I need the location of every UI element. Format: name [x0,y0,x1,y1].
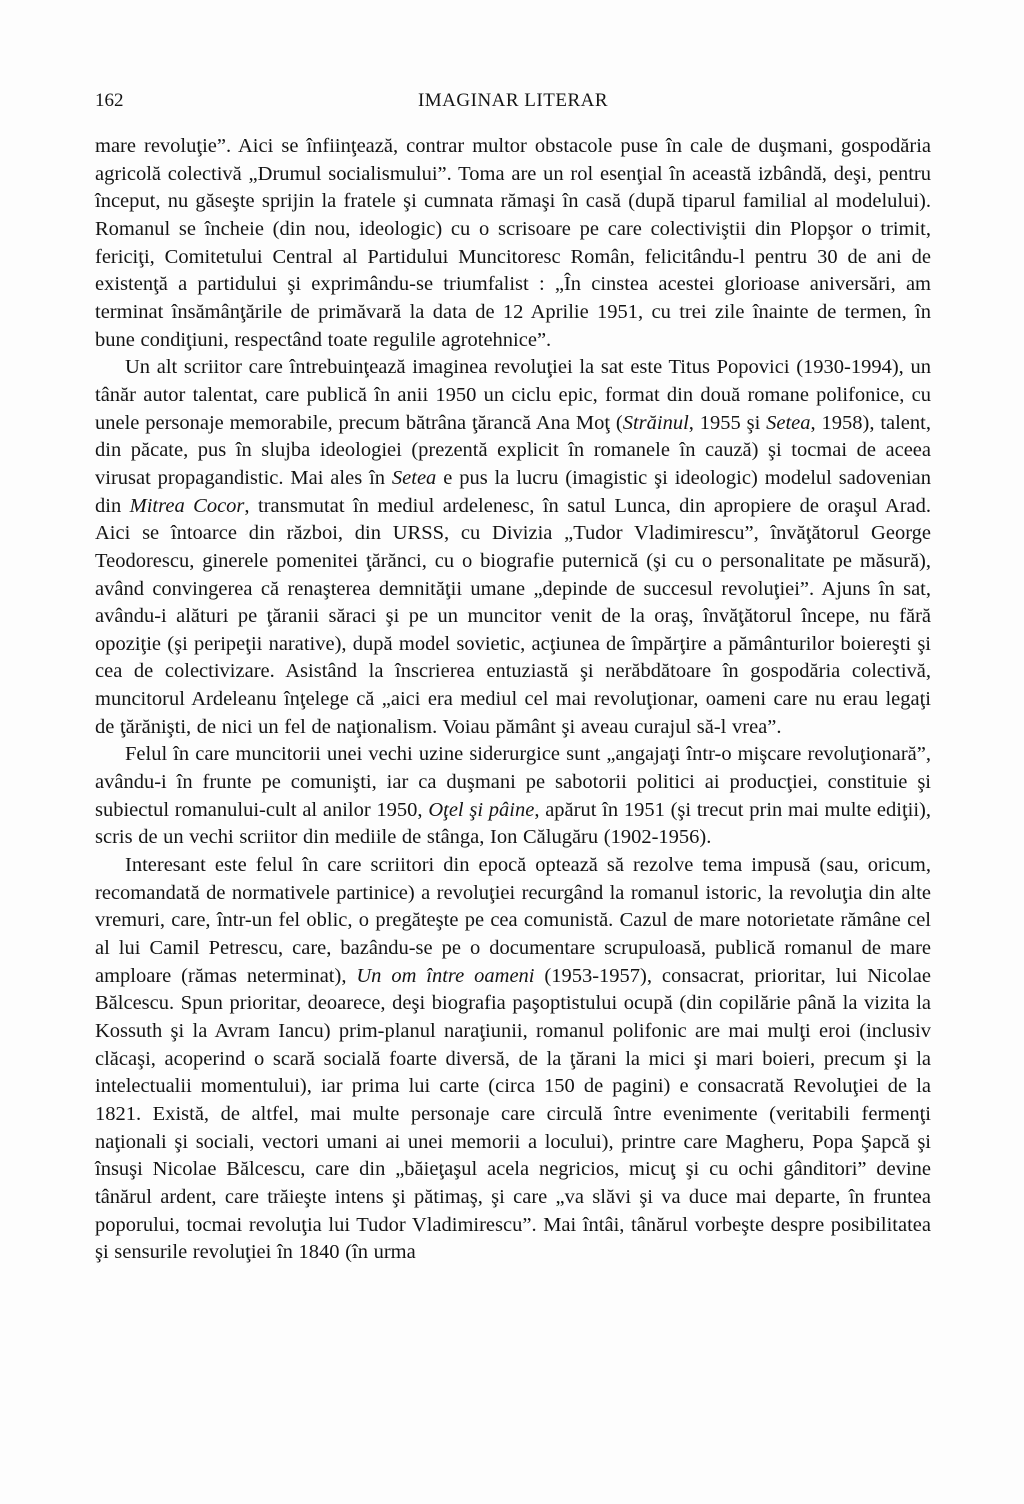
book-title-italic: Oţel şi pâine [428,798,535,821]
text-run: , transmutat în mediul ardelenesc, în satul Lunca, din apropiere de oraşul Arad. Aici se întoarce din război, din URSS, cu Divizia „Tudor Vladimirescu”, învăţătorul George Teodorescu, ginerele pomenitei ţărănci, cu o biografie puternică (şi cu o personalitate pe măsură), având convingerea că renaşterea demnităţii umane „depinde de succesul revoluţiei”. Ajuns în sat, avându-i alături pe ţăranii săraci şi pe un muncitor venit de la oraş, învăţătorul începe, nu fără opoziţie (şi peripeţii narative), după model sovietic, acţiunea de împărţire a pământurilor boiereşti şi cea de colectivizare. Asistând la înscrierea entuziastă şi nerăbdătoare în gospodăria colectivă, muncitorul Ardeleanu înţelege că „aici era mediul cel mai revoluţionar, oameni care nu erau legaţi de ţărănişti, de nici un fel de naţionalism. Voiau pământ şi aveau curajul să-l vrea”. [95,494,931,738]
book-title-italic: Un om între oameni [356,964,535,987]
running-header [95,88,931,114]
header-title: IMAGINAR LITERAR [417,90,609,111]
text-run: Felul în care muncitorii unei vechi uzine siderurgice sunt „angajaţi într-o mişcare revoluţionară”, avându-i în frunte pe comunişti, iar ca duşmani pe sabotorii politici ai producţiei, constituie şi subiectul romanului-cult al anilor 1950, [95,743,931,821]
text-run: mare revoluţie”. Aici se înfiinţează, contrar multor obstacole puse în cale de duşmani, gospodăria agricolă colectivă „Drumul socialismului”. Toma are un rol esenţial în această izbândă, deşi, pentru început, nu găseşte sprijin la fratele şi cumnata rămaşi în casă (după tiparul familial al modelului). Romanul se încheie (din nou, ideologic) cu o scrisoare pe care colectiviştii din Plopşor o trimit, fericiţi, Comitetului Central al Partidului Muncitoresc Român, felicitându-l pentru 30 de ani de existenţă a partidului şi exprimându-se triumfalist : „În cinstea acestei glorioase aniversări, am terminat însămânţările de primăvară la data de 12 Aprilie 1951, cu trei zile înainte de termen, în bune condiţiuni, respectând toate regulile agrotehnice”. [95,135,931,351]
text-run: e pus la lucru (imagistic şi ideologic) modelul sadovenian din [95,466,931,517]
book-title-italic: Setea [766,411,811,434]
page-number: 162 [95,90,124,111]
book-title-italic: Mitrea Cocor [129,494,245,517]
text-run: Interesant este felul în care scriitori din epocă optează să rezolve tema impusă (sau, oricum, recomandată de normativele partinice) a revoluţiei recurgând la romanul istoric, la revoluţia din alte vremuri, care, într-un fel oblic, o pregăteşte pe cea comunistă. Cazul de mare notorietate rămâne cel al lui Camil Petrescu, care, bazându-se pe o documentare scrupuloasă, publică romanul de mare amploare (rămas neterminat), [95,854,931,987]
paragraph [95,133,931,354]
text-run: Un alt scriitor care întrebuinţează imaginea revoluţiei la sat este Titus Popovici (1930-1994), un tânăr autor talentat, care publică în anii 1950 un ciclu epic, format din două romane polifonice, cu unele personaje memorabile, precum bătrâna ţărancă Ana Moţ ( [95,356,931,434]
text-run: , 1955 şi [688,411,767,434]
text-run: , 1958), talent, din păcate, pus în slujba ideologiei (prezentă explicit în romanele în cauză) şi tocmai de aceea virusat propagandistic. Mai ales în [95,411,931,489]
text-run: (1953-1957), consacrat, prioritar, lui Nicolae Bălcescu. Spun prioritar, deoarece, deşi biografia paşoptistului ocupă (din copilărie până la vizita la Kossuth şi la Avram Iancu) prim-planul naraţiunii, romanul polifonic are mai mulţi eroi (inclusiv clăcaşi, acoperind o scară socială foarte diversă, de la ţărani la mici şi mari boieri, precum şi la intelectualii momentului), iar prima lui carte (circa 150 de pagini) e consacrată Revoluţiei de la 1821. Există, de altfel, mai multe personaje care circulă între evenimente (veritabili fermenţi naţionali şi sociali, vectori umani ai unei memorii a locului), printre care Magheru, Popa Şapcă şi însuşi Nicolae Bălcescu, care din „băieţaşul acela negricios, micuţ şi cu ochi gânditori” devine tânărul ardent, care trăieşte intens şi pătimaş, şi care „va slăvi şi va duce mai departe, în fruntea poporului, tocmai revoluţia lui Tudor Vladimirescu”. Mai întâi, tânărul vorbeşte despre posibilitatea şi sensurile revoluţiei în 1840 (în urma [95,964,931,1264]
paragraph [95,852,931,1267]
text-run: , apărut în 1951 (şi trecut prin mai multe ediţii), scris de un vechi scriitor din mediile de stânga, Ion Călugăru (1902-1956). [95,798,932,849]
book-title-italic: Străinul [622,411,689,434]
book-title-italic: Setea [391,466,437,489]
paragraph [95,741,931,852]
paragraph [95,354,931,741]
page-body [95,133,931,1267]
